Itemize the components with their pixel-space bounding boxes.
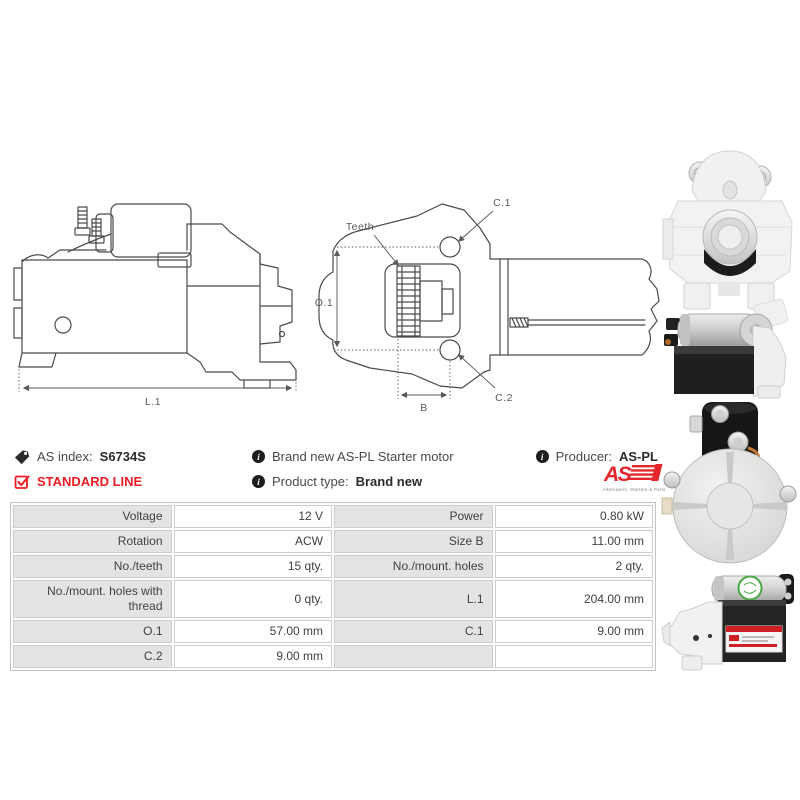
product-type-label: Product type:: [272, 474, 349, 489]
dimension-o1-label: O.1: [314, 297, 334, 309]
standard-line-row: [14, 473, 142, 490]
spec-label-cell: C.2: [13, 645, 172, 668]
technical-drawing-top-view: [312, 189, 660, 419]
product-photo-side-view: [658, 298, 793, 403]
dimension-c2-label: C.2: [495, 392, 513, 404]
product-photo-side-view-label: [660, 572, 795, 672]
dimensions-top-view: [315, 197, 513, 414]
spec-label-cell: C.1: [334, 620, 493, 643]
spec-value-cell: 9.00 mm: [495, 620, 654, 643]
spec-label-cell: Size B: [334, 530, 493, 553]
spec-label-cell: Voltage: [13, 505, 172, 528]
description-text: Brand new AS-PL Starter motor: [272, 449, 454, 464]
product-type-row: [252, 473, 422, 490]
info-icon: [252, 475, 265, 488]
spec-label-cell: No./mount. holes: [334, 555, 493, 578]
info-icon: [252, 450, 265, 463]
as-pl-logo-text: AS: [604, 463, 631, 486]
starter-side-outline: [14, 204, 296, 388]
spec-row: [13, 580, 653, 618]
spec-value-cell: 9.00 mm: [174, 645, 333, 668]
as-pl-logo: [603, 462, 665, 486]
spec-row: [13, 645, 653, 668]
teeth-label: Teeth: [345, 221, 375, 233]
product-photo-rear-view: [660, 400, 800, 565]
as-index-row: [14, 448, 146, 465]
producer-label: Producer:: [555, 449, 612, 464]
technical-drawing-side-view: [8, 194, 304, 412]
spec-row: [13, 505, 653, 528]
producer-value: AS-PL: [619, 449, 658, 464]
as-index-value: S6734S: [99, 449, 146, 464]
spec-value-cell: 2 qty.: [495, 555, 654, 578]
spec-label-cell: No./mount. holes with thread: [13, 580, 172, 618]
spec-value-cell: 204.00 mm: [495, 580, 654, 618]
as-index-label: AS index:: [37, 449, 93, 464]
spec-label-cell: [334, 645, 493, 668]
spec-value-cell: 0.80 kW: [495, 505, 654, 528]
spec-value-cell: ACW: [174, 530, 333, 553]
spec-value-cell: 12 V: [174, 505, 333, 528]
product-photo-front-view: [660, 131, 800, 313]
spec-label-cell: No./teeth: [13, 555, 172, 578]
spec-label-cell: L.1: [334, 580, 493, 618]
dimension-l1-label: L.1: [144, 396, 162, 408]
standard-line-label: STANDARD LINE: [37, 474, 143, 489]
info-icon: [536, 450, 549, 463]
spec-label-cell: O.1: [13, 620, 172, 643]
spec-table: [10, 502, 656, 671]
product-type-value: Brand new: [355, 474, 423, 489]
tag-icon: [14, 449, 30, 465]
spec-label-cell: Rotation: [13, 530, 172, 553]
spec-row: [13, 555, 653, 578]
spec-value-cell: 57.00 mm: [174, 620, 333, 643]
spec-row: [13, 530, 653, 553]
dimension-b-label: B: [420, 402, 428, 414]
spec-row: [13, 620, 653, 643]
spec-value-cell: 0 qty.: [174, 580, 333, 618]
spec-label-cell: Power: [334, 505, 493, 528]
as-pl-logo-tagline: Alternators, Starters & Parts: [602, 487, 666, 492]
spec-value-cell: 15 qty.: [174, 555, 333, 578]
dimension-c1-label: C.1: [493, 197, 511, 209]
spec-value-cell: [495, 645, 654, 668]
spec-value-cell: 11.00 mm: [495, 530, 654, 553]
checkbox-checked-icon: [14, 474, 30, 490]
